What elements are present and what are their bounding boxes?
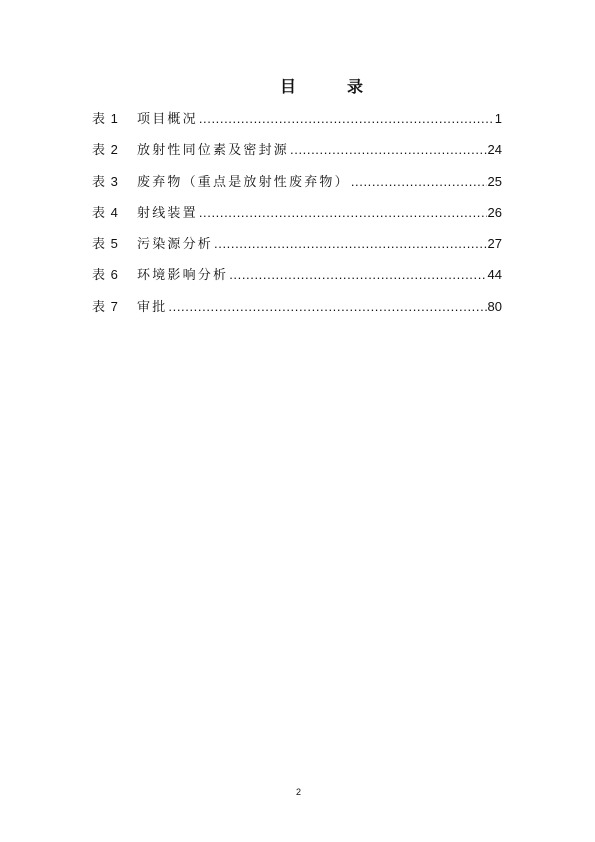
table-of-contents <box>92 110 502 329</box>
toc-entry-title: 射线装置 <box>137 205 198 221</box>
toc-dot-leader <box>168 298 486 316</box>
toc-entry-label: 表 6 <box>92 267 119 283</box>
toc-entry-title: 放射性同位素及密封源 <box>137 143 290 159</box>
toc-entry-label: 表 3 <box>92 173 119 189</box>
toc-entry[interactable] <box>92 204 502 235</box>
toc-entry[interactable] <box>92 235 502 266</box>
toc-entry-page: 1 <box>494 111 502 126</box>
toc-dot-leader <box>214 235 487 253</box>
toc-dot-leader <box>290 141 487 159</box>
page-number: 2 <box>295 787 301 797</box>
toc-dot-leader <box>199 204 487 222</box>
toc-entry-page: 25 <box>487 173 502 189</box>
toc-dot-leader <box>229 266 486 284</box>
toc-entry-label: 表 1 <box>92 111 119 126</box>
toc-entry-page: 80 <box>487 298 502 314</box>
toc-entry-label: 表 5 <box>92 236 119 252</box>
toc-entry-label: 表 2 <box>92 142 119 158</box>
toc-entry-page: 24 <box>487 142 502 158</box>
toc-entry-title: 污染源分析 <box>137 237 214 253</box>
toc-dot-leader <box>351 173 487 191</box>
toc-entry-title: 项目概况 <box>137 112 198 127</box>
toc-entry-title: 废弃物（重点是放射性废弃物） <box>137 174 350 190</box>
toc-entry-title: 环境影响分析 <box>137 268 229 284</box>
toc-entry[interactable] <box>92 266 502 297</box>
toc-entry-label: 表 4 <box>92 204 119 220</box>
toc-entry-title: 审批 <box>137 299 168 315</box>
toc-entry[interactable] <box>92 298 502 329</box>
toc-entry[interactable] <box>92 141 502 172</box>
toc-entry-page: 26 <box>487 204 502 220</box>
page-title: 目录 <box>280 77 415 96</box>
toc-entry-label: 表 7 <box>92 298 119 314</box>
toc-entry-page: 27 <box>487 236 502 252</box>
toc-entry[interactable] <box>92 110 502 141</box>
toc-entry-page: 44 <box>487 267 502 283</box>
toc-dot-leader <box>199 110 494 128</box>
toc-entry[interactable] <box>92 173 502 204</box>
